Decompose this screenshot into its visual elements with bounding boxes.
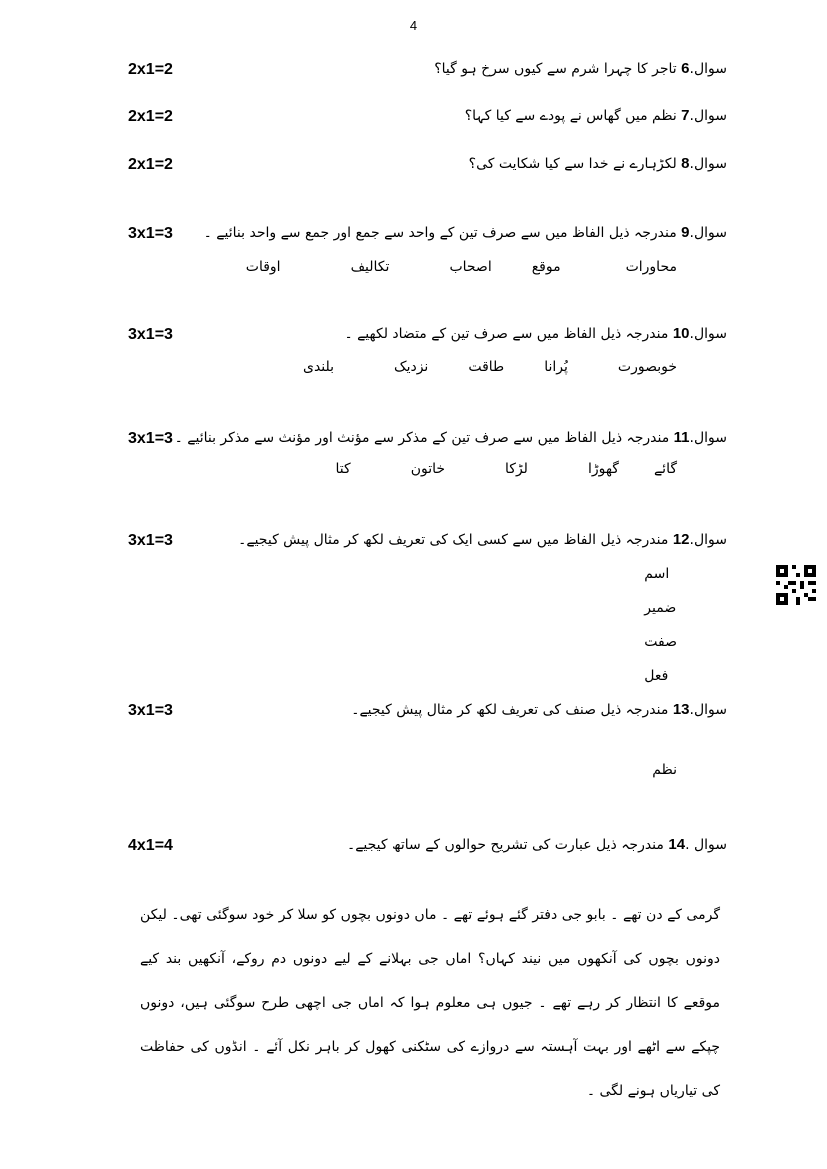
word-list-q13 — [652, 762, 677, 796]
word: نزدیک — [394, 359, 429, 375]
word: موقع — [531, 259, 561, 275]
question-label: سوال. — [689, 326, 727, 342]
word-list-q11 — [336, 461, 677, 477]
marks-q8: 2x1=2 — [128, 156, 173, 173]
question-14 — [347, 836, 727, 853]
question-label: سوال. — [689, 156, 727, 172]
question-text: نظم میں گھاس نے پودے سے کیا کہا؟ — [464, 108, 677, 124]
word: طاقت — [468, 359, 505, 375]
word-list-q9 — [246, 259, 677, 275]
question-label: سوال. — [689, 532, 727, 548]
marks-q6: 2x1=2 — [128, 61, 173, 78]
word: تکالیف — [350, 259, 390, 275]
question-text: مندرجہ ذیل صنف کی تعریف لکھ کر مثال پیش کیجیے۔ — [351, 702, 669, 718]
word: خوبصورت — [617, 359, 677, 375]
question-number: 13 — [672, 701, 690, 718]
question-9 — [204, 224, 727, 241]
word: ضمیر — [644, 600, 677, 616]
question-label: سوال . — [685, 837, 727, 853]
word-list-q10 — [303, 359, 677, 375]
question-number: 9 — [681, 224, 690, 241]
question-7 — [465, 107, 727, 124]
question-6 — [434, 60, 727, 77]
question-number: 14 — [668, 836, 686, 853]
word: کتا — [335, 461, 351, 477]
word: اسم — [644, 566, 670, 582]
question-number: 12 — [672, 531, 690, 548]
word: صفت — [644, 634, 677, 650]
word: گائے — [653, 461, 677, 477]
question-label: سوال. — [689, 430, 727, 446]
marks-q12: 3x1=3 — [128, 532, 173, 549]
word: اوقات — [245, 259, 281, 275]
question-12 — [238, 531, 727, 548]
word: پُرانا — [544, 359, 568, 375]
word: اصحاب — [449, 259, 492, 275]
question-text: مندرجہ ذیل عبارت کی تشریح حوالوں کے ساتھ کیجیے۔ — [347, 837, 664, 853]
question-number: 8 — [681, 155, 690, 172]
question-text: مندرجہ ذیل الفاظ میں سے صرف تین کے مذکر سے مؤنث اور مؤنث سے مذکر بنائیے ۔ — [174, 430, 670, 446]
marks-q7: 2x1=2 — [128, 108, 173, 125]
question-text: تاجر کا چہرا شرم سے کیوں سرخ ہو گیا؟ — [434, 61, 677, 77]
question-label: سوال. — [689, 225, 727, 241]
question-8 — [469, 155, 727, 172]
question-text: لکڑہارے نے خدا سے کیا شکایت کی؟ — [468, 156, 677, 172]
question-text: مندرجہ ذیل الفاظ میں سے کسی ایک کی تعریف لکھ کر مثال پیش کیجیے۔ — [238, 532, 669, 548]
word: فعل — [644, 668, 669, 684]
word: بلندی — [302, 359, 335, 375]
word: لڑکا — [505, 461, 528, 477]
question-11 — [175, 429, 727, 446]
word: نظم — [652, 762, 677, 778]
question-label: سوال. — [689, 61, 727, 77]
word: گھوڑا — [587, 461, 619, 477]
word: محاورات — [625, 259, 677, 275]
qr-code-icon — [776, 565, 816, 605]
question-10 — [344, 325, 727, 342]
passage: گرمی کے دن تھے ۔ بابو جی دفتر گئے ہوئے تھے ۔ ماں دونوں بچوں کو سلا کر خود سوگئی تھی۔ لیکن دونوں بچوں کی آنکھوں میں نیند کہاں؟ اماں جی بہلانے کے لیے دونوں دم روکے، آنکھیں بند کیے موقعے کا انتظار کر رہے تھے ۔ جیوں ہی معلوم ہوا کہ اماں جی اچھی طرح سوگئی ہیں، دونوں چپکے سے اٹھے اور بہت آہستہ سے دروازے کی سٹکنی کھول کر باہر نکل آئے ۔ انڈوں کی حفاظت کی تیاریاں ہونے لگی ۔ — [140, 907, 720, 1099]
word: خاتون — [410, 461, 446, 477]
page-number: 4 — [409, 18, 418, 33]
marks-q9: 3x1=3 — [128, 225, 173, 242]
marks-q10: 3x1=3 — [128, 326, 173, 343]
question-number: 11 — [673, 429, 690, 446]
question-13 — [351, 701, 727, 718]
question-number: 6 — [681, 60, 690, 77]
question-label: سوال. — [689, 702, 727, 718]
marks-q11: 3x1=3 — [128, 430, 173, 447]
question-text: مندرجہ ذیل الفاظ میں سے صرف تین کے متضاد لکھیے ۔ — [344, 326, 669, 342]
marks-q13: 3x1=3 — [128, 702, 173, 719]
marks-q14: 4x1=4 — [128, 837, 173, 854]
question-number: 10 — [672, 325, 690, 342]
question-label: سوال. — [689, 108, 727, 124]
question-number: 7 — [681, 107, 690, 124]
word-list-q12 — [644, 566, 677, 702]
question-text: مندرجہ ذیل الفاظ میں سے صرف تین کے واحد سے جمع اور جمع سے واحد بنائیے ۔ — [203, 225, 677, 241]
